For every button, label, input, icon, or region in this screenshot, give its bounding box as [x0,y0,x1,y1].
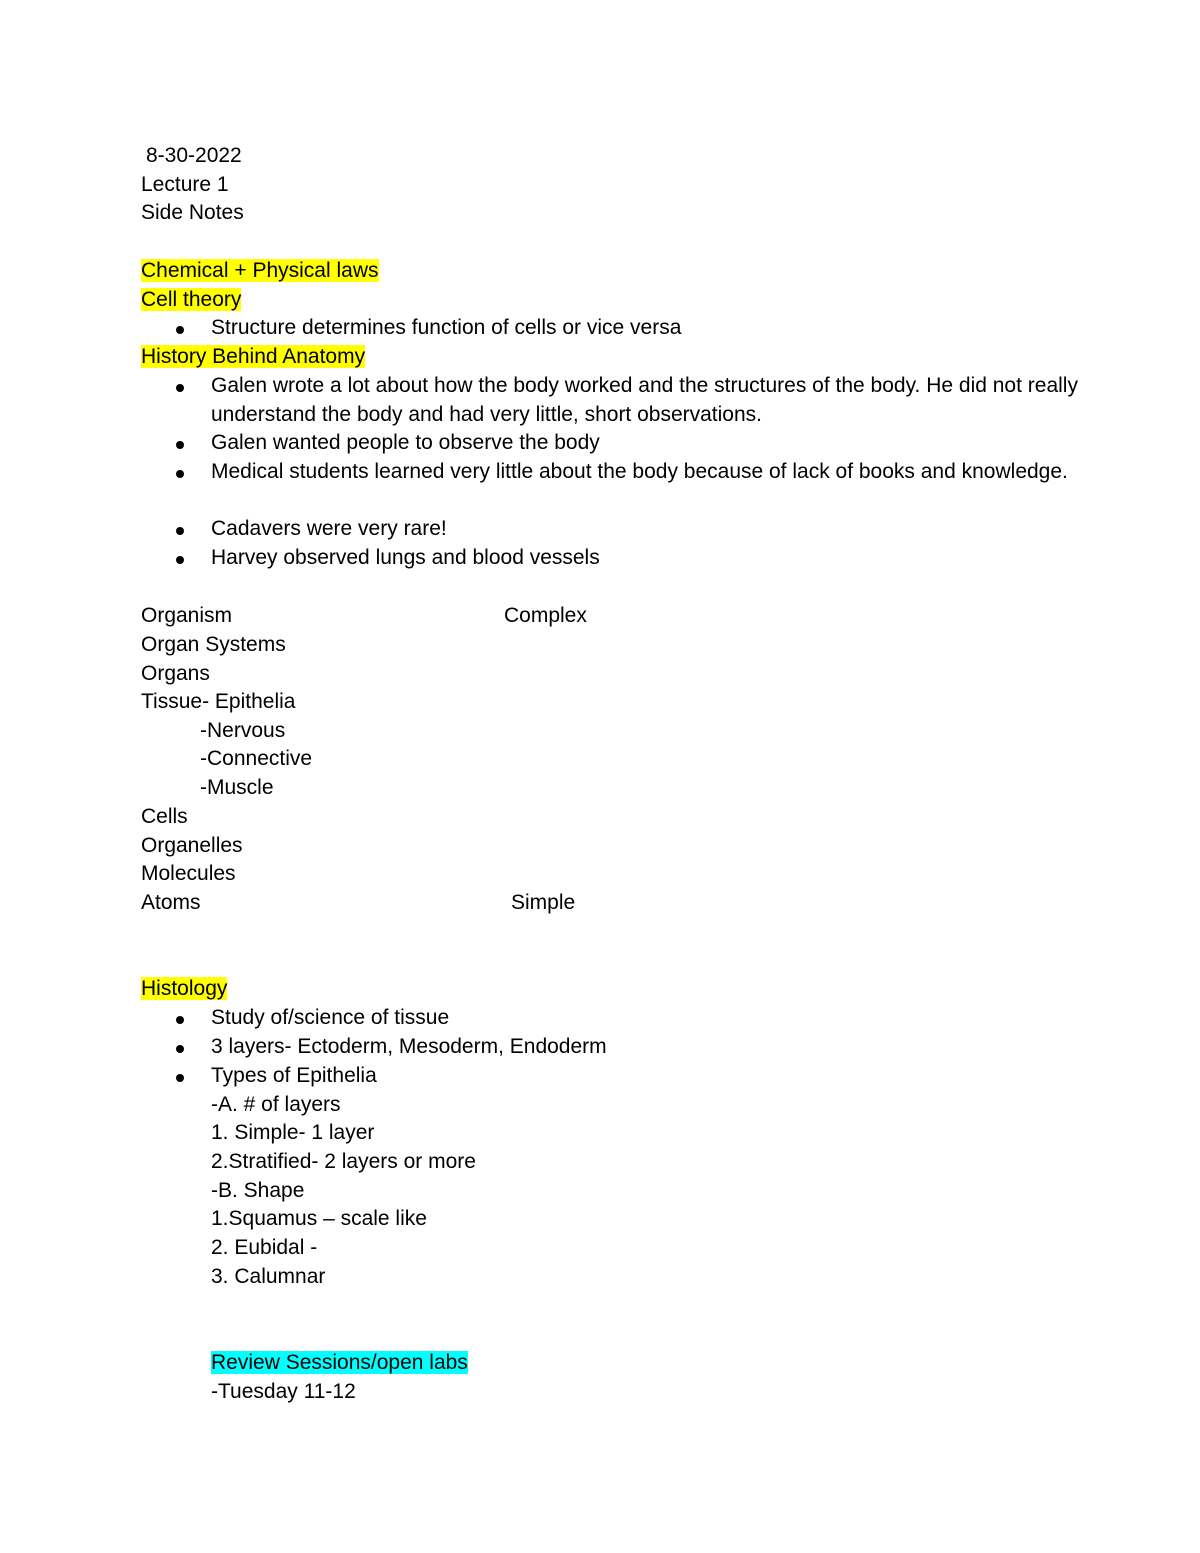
heading-history-text: History Behind Anatomy [141,345,366,368]
bullet-text: Medical students learned very little about the body because of lack of books and knowledge. [211,460,1068,483]
hierarchy-item: Cells [141,805,188,828]
bullet-text: 3 layers- Ectoderm, Mesoderm, Endoderm [211,1035,607,1058]
subtitle-line: Side Notes [141,201,244,224]
hierarchy-subitem: -Connective [200,747,313,770]
bullet-text: Galen wrote a lot about how the body worked and the structures of the body. He did not really understand the body and had very little, short observations. [211,374,1078,426]
heading-histology-text: Histology [141,977,228,1000]
epithelia-subitem: 3. Calumnar [211,1265,326,1288]
bullet-icon [176,527,184,535]
bullet-icon [176,1045,184,1053]
bullet-icon [176,1074,184,1082]
hierarchy-item: Atoms [141,891,201,914]
hierarchy-item: Organs [141,662,210,685]
hierarchy-item: Organelles [141,834,243,857]
hierarchy-item: Organism [141,604,233,627]
heading-cell-theory-text: Cell theory [141,288,242,311]
simple-label: Simple [511,891,576,914]
bullet-text: Types of Epithelia [211,1064,377,1087]
bullet-text: Cadavers were very rare! [211,517,447,540]
hierarchy-item: Tissue- Epithelia [141,690,296,713]
epithelia-subitem: 1. Simple- 1 layer [211,1121,375,1144]
hierarchy-item: Organ Systems [141,633,286,656]
lecture-line: Lecture 1 [141,173,229,196]
bullet-icon [176,1016,184,1024]
heading-cell-theory [141,286,241,314]
epithelia-subitem: 1.Squamus – scale like [211,1207,427,1230]
hierarchy-subitem: -Muscle [200,776,274,799]
heading-history [141,343,365,371]
review-time: -Tuesday 11-12 [211,1380,356,1403]
bullet-text: Galen wanted people to observe the body [211,431,600,454]
heading-histology [141,975,227,1003]
complex-label: Complex [504,604,587,627]
bullet-text: Harvey observed lungs and blood vessels [211,546,600,569]
bullet-icon [176,556,184,564]
heading-chemical-physical-text: Chemical + Physical laws [141,259,379,282]
bullet-icon [176,441,184,449]
epithelia-subitem: -A. # of layers [211,1093,341,1116]
epithelia-subitem: 2. Eubidal - [211,1236,318,1259]
bullet-icon [176,326,184,334]
bullet-icon [176,384,184,392]
epithelia-subitem: -B. Shape [211,1179,305,1202]
heading-review [211,1349,468,1377]
heading-chemical-physical [141,257,379,285]
hierarchy-item: Molecules [141,862,236,885]
heading-review-text: Review Sessions/open labs [211,1351,468,1374]
bullet-text: Study of/science of tissue [211,1006,450,1029]
bullet-icon [176,470,184,478]
bullet-text: Structure determines function of cells or vice versa [211,316,682,339]
hierarchy-subitem: -Nervous [200,719,286,742]
epithelia-subitem: 2.Stratified- 2 layers or more [211,1150,476,1173]
date-line: 8-30-2022 [146,144,242,167]
